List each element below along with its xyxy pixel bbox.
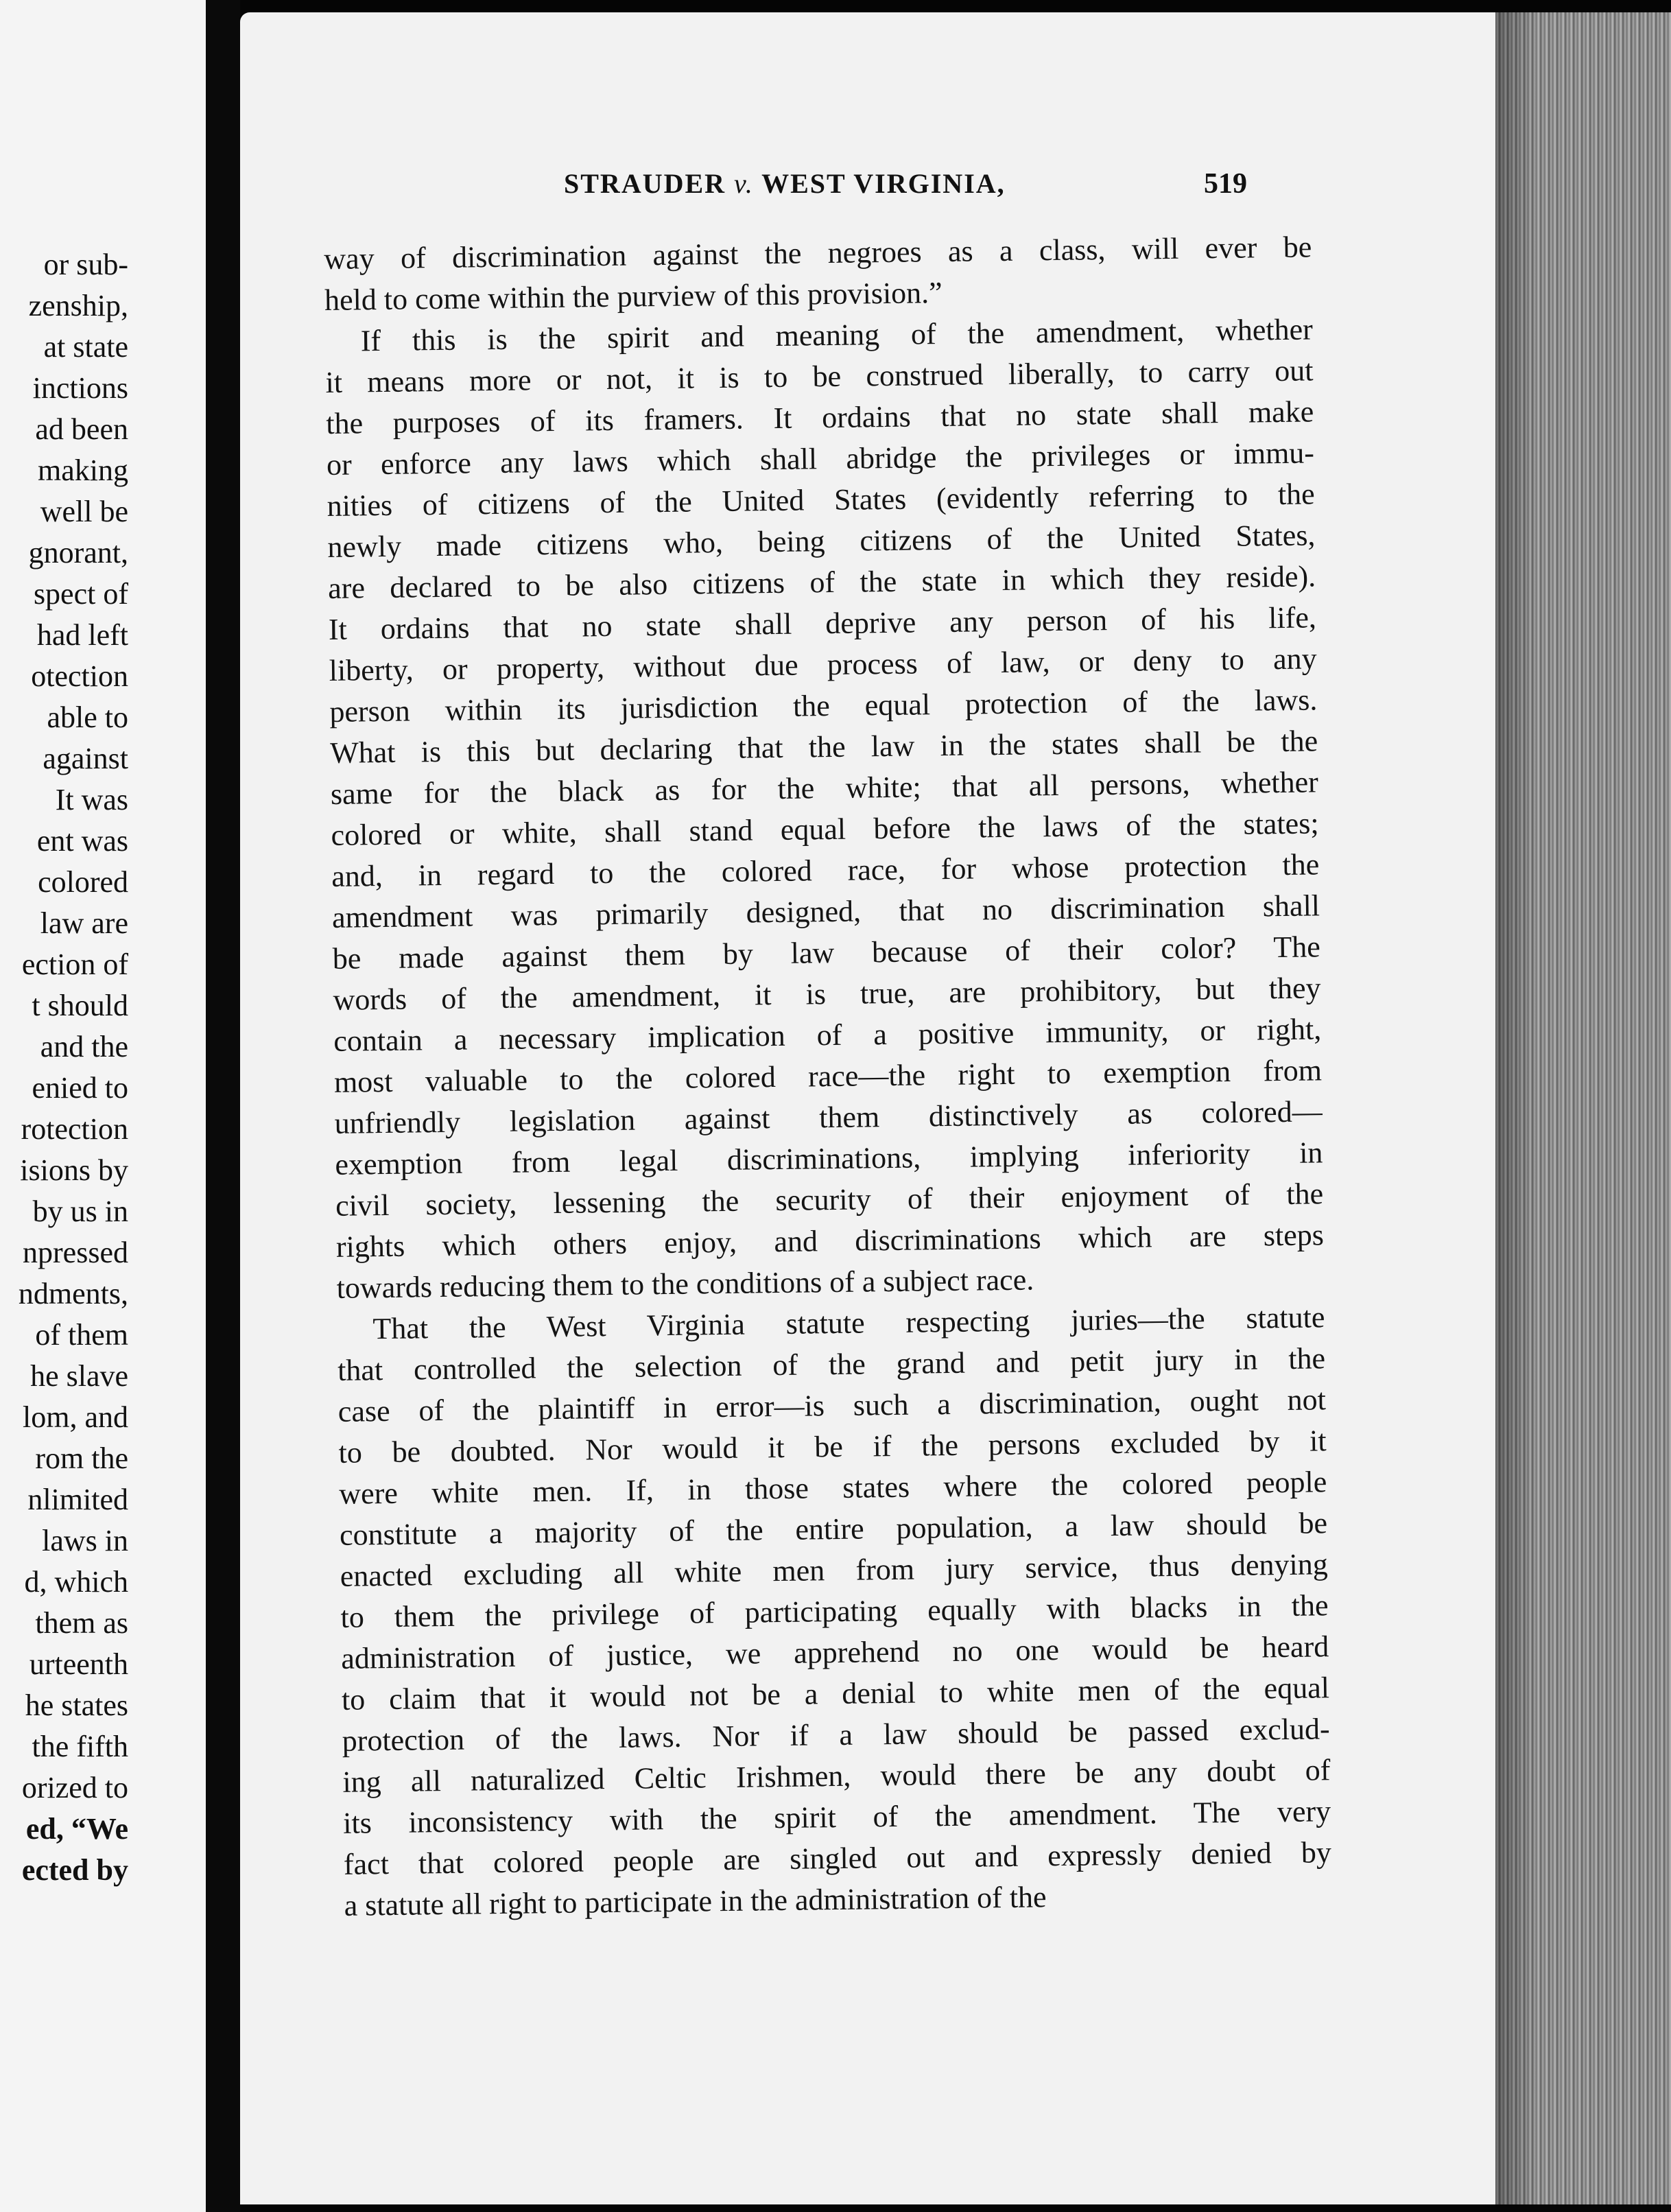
left-page-line: by us in: [32, 1195, 128, 1228]
body-text-line: unfriendly legislation against them distinctively as colored—: [334, 1094, 1323, 1140]
body-text-line: its inconsistency with the spirit of the amendment. The very: [342, 1794, 1331, 1840]
body-text-line: nities of citizens of the United States (evidently referring to the: [327, 477, 1315, 523]
left-page-line: ected by: [21, 1853, 128, 1887]
body-text-line: exemption from legal discriminations, implying inferiority in: [335, 1136, 1323, 1181]
body-text-line: civil society, lessening the security of their enjoyment of the: [335, 1177, 1324, 1223]
left-page-text: [0, 244, 128, 1891]
body-text-line: contain a necessary implication of a positive immunity, or right,: [333, 1012, 1322, 1058]
left-page-line: making: [38, 454, 128, 487]
left-page-line: and the: [40, 1030, 128, 1063]
left-page-line: well be: [40, 495, 128, 528]
body-text-line: fact that colored people are singled out and expressly denied by: [343, 1835, 1332, 1881]
body-text-line: colored or white, shall stand equal before the laws of the states;: [331, 806, 1319, 852]
left-page-line: It was: [55, 783, 128, 816]
page-header: [240, 167, 1495, 209]
left-page-line: ndments,: [18, 1277, 128, 1310]
body-text-line: a statute all right to participate in the administration of the: [344, 1880, 1047, 1922]
left-page-line: isions by: [20, 1153, 128, 1187]
left-page-line: otection: [31, 659, 128, 693]
left-page-line: against: [43, 742, 128, 775]
body-text-line: way of discrimination against the negroes as a class, will ever be: [324, 230, 1312, 276]
left-page-line: the fifth: [32, 1730, 128, 1763]
left-page-line: of them: [35, 1318, 128, 1352]
left-page-line: ed, “We: [25, 1812, 128, 1846]
body-text-line: that controlled the selection of the grand and petit jury in the: [337, 1341, 1326, 1387]
left-page-line: he states: [25, 1689, 128, 1722]
left-page-line: colored: [38, 865, 128, 899]
body-text-line: If this is the spirit and meaning of the amendment, whether: [360, 312, 1314, 358]
left-page-line: nlimited: [27, 1483, 128, 1516]
body-text-line: case of the plaintiff in error—is such a discrimination, ought not: [337, 1382, 1327, 1428]
body-text-line: or enforce any laws which shall abridge the privileges or immu-: [326, 436, 1315, 482]
left-page-line: or sub-: [43, 248, 128, 281]
body-text-line: constitute a majority of the entire population, a law should be: [339, 1506, 1328, 1552]
left-page-line: zenship,: [28, 289, 128, 322]
body-text-line: most valuable to the colored race—the right to exemption from: [333, 1053, 1323, 1099]
body-text-line: ing all naturalized Celtic Irishmen, would there be any doubt of: [342, 1753, 1331, 1799]
body-text: [324, 226, 1332, 1926]
body-text-line: What is this but declaring that the law in the states shall be the: [329, 724, 1318, 770]
left-page-line: d, which: [24, 1565, 128, 1599]
running-head-versus: v.: [734, 168, 754, 199]
left-page-line: npressed: [23, 1236, 128, 1269]
body-text-line: are declared to be also citizens of the state in which they reside).: [327, 559, 1316, 605]
body-text-line: amendment was primarily designed, that no discrimination shall: [331, 889, 1320, 934]
left-page-line: lom, and: [23, 1400, 128, 1434]
body-text-line: towards reducing them to the conditions of a subject race.: [336, 1262, 1034, 1305]
body-text-line: the purposes of its framers. It ordains that no state shall make: [325, 395, 1314, 440]
body-text-line: it means more or not, it is to be construed liberally, to carry out: [325, 353, 1314, 399]
running-head: [564, 167, 1006, 200]
left-page-line: orized to: [21, 1771, 128, 1804]
left-page-line: able to: [47, 701, 128, 734]
left-page-line: rom the: [35, 1442, 128, 1475]
running-head-right: WEST VIRGINIA,: [753, 168, 1006, 199]
body-text-line: That the West Virginia statute respecting juries—the statute: [372, 1300, 1325, 1346]
left-page-line: laws in: [42, 1524, 128, 1557]
left-page-fragment: [0, 0, 206, 2212]
left-page-line: t should: [32, 989, 128, 1022]
body-text-line: liberty, or property, without due process of law, or deny to any: [329, 642, 1317, 687]
left-page-line: he slave: [30, 1359, 128, 1393]
body-text-line: administration of justice, we apprehend no one would be heard: [340, 1629, 1329, 1675]
body-text-line: and, in regard to the colored race, for whose protection the: [331, 847, 1320, 893]
body-text-line: newly made citizens who, being citizens of the United States,: [327, 518, 1316, 564]
left-page-line: ection of: [21, 948, 128, 981]
left-page-line: at state: [43, 330, 128, 364]
body-text-line: to be doubted. Nor would it be if the persons excluded by it: [338, 1424, 1327, 1470]
body-text-line: to claim that it would not be a denial to white men of the equal: [341, 1671, 1330, 1717]
left-page-line: gnorant,: [28, 536, 128, 569]
left-page-line: them as: [35, 1606, 128, 1640]
body-text-line: held to come within the purview of this provision.”: [324, 275, 943, 317]
running-head-left: STRAUDER: [564, 168, 735, 199]
right-page: [240, 12, 1495, 2204]
book-gutter: [206, 0, 240, 2212]
body-text-line: It ordains that no state shall deprive any person of his life,: [328, 600, 1317, 646]
left-page-line: enied to: [32, 1071, 128, 1105]
left-page-line: rotection: [21, 1112, 128, 1146]
page-edges-shadow: [1495, 12, 1537, 2204]
body-text-line: to them the privilege of participating equally with blacks in the: [340, 1588, 1329, 1634]
body-text-line: protection of the laws. Nor if a law should be passed exclud-: [342, 1712, 1330, 1758]
left-page-line: inctions: [32, 371, 128, 405]
body-text-line: same for the black as for the white; that all persons, whether: [330, 765, 1319, 811]
left-page-line: spect of: [33, 577, 128, 611]
left-page-line: urteenth: [29, 1647, 128, 1681]
left-page-line: ent was: [36, 824, 128, 858]
body-text-line: enacted excluding all white men from jury service, thus denying: [340, 1547, 1329, 1593]
page-number: 519: [1204, 168, 1247, 200]
left-page-line: law are: [40, 906, 128, 940]
left-page-line: ad been: [35, 412, 128, 446]
body-text-line: rights which others enjoy, and discriminations which are steps: [335, 1218, 1325, 1264]
left-page-line: had left: [36, 618, 128, 652]
body-text-line: were white men. If, in those states where the colored people: [339, 1465, 1327, 1511]
body-text-line: person within its jurisdiction the equal protection of the laws.: [329, 683, 1318, 729]
body-text-line: be made against them by law because of their color? The: [332, 930, 1321, 976]
body-text-line: words of the amendment, it is true, are prohibitory, but they: [333, 971, 1321, 1017]
